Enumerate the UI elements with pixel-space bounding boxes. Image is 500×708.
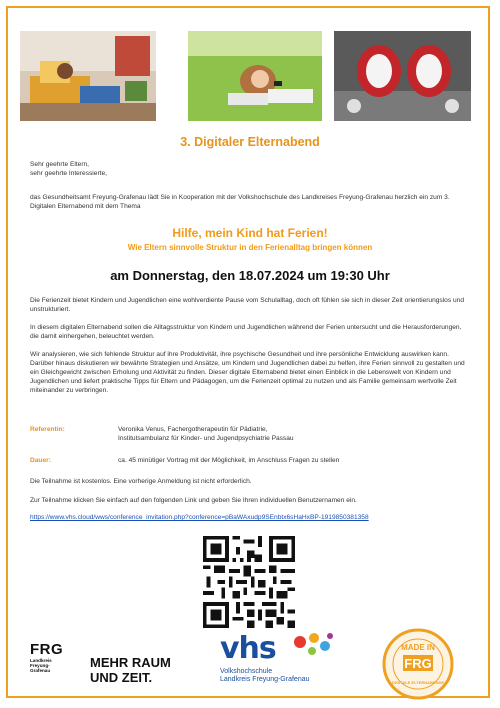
vhs-dots-icon [292,632,336,658]
duration-value: ca. 45 minütiger Vortrag mit der Möglichkeit, im Anschluss Fragen zu stellen [118,457,340,464]
free-note: Die Teilnahme ist kostenlos. Eine vorherige Anmeldung ist nicht erforderlich. [30,478,252,485]
intro-text: das Gesundheitsamt Freyung-Grafenau lädt Sie in Kooperation mit der Volkshochschule des Landkreises Freyung-Grafenau herzlich ein zum 3. Digitalen Elternabend mit dem Thema [30,194,450,210]
paragraph-2: In diesem digitalen Elternabend sollen die Alltagsstruktur von Kindern und Jugendlichen während der Ferien untersucht und die Herausforderungen, die damit einhergehen, beleuchtet werden. [30,324,462,340]
vhs-subtitle-2: Landkreis Freyung-Grafenau [220,676,310,683]
headline: Hilfe, mein Kind hat Ferien! [172,226,328,240]
speaker-institution: Institutsambulanz für Kinder- und Jugendpsychiatrie Passau [118,435,294,442]
join-note: Zur Teilnahme klicken Sie einfach auf den folgenden Link und geben Sie Ihren individuellen Benutzernamen ein. [30,497,357,504]
greeting-line-2: sehr geehrte Interessierte, [30,170,107,177]
qr-code-graphic [203,536,295,628]
vhs-subtitle-1: Volkshochschule [220,668,273,675]
speaker-name: Veronika Venus, Fachergotherapeutin für Pädiatrie, [118,426,268,433]
made-in-frg-badge [382,628,454,700]
greeting-line-1: Sehr geehrte Eltern, [30,161,90,168]
paragraph-3: Wir analysieren, wie sich fehlende Struktur auf ihre Produktivität, ihre psychische Gesundheit und ihre persönliche Entwicklung auswirken kann. Darüber hinaus diskutieren wir bewährte Strategien und Ansätze, um Kindern und Jugendlichen dabei zu helfen, ihre Ferien sinnvoll zu gestalten und ein Gleichgewicht zwischen Erholung und Aktivität zu finden. Dieser digitale Elternabend bietet einen Einblick in die Lebenswelt von Kindern und Jugendlichen und liefert praktische Tipps für Eltern und Pädagogen, um die Ferienzeit optimal zu nutzen und als Familie gemeinsam wertvolle Zeit miteinander zu verbringen. [30,351,465,394]
vhs-logo [220,632,340,694]
page-title: 3. Digitaler Elternabend [180,135,320,149]
vhs-logo-text: vhs [220,631,276,666]
frg-logo-line-3: Grafenau [30,668,51,673]
speaker-value [118,425,468,443]
photo-sneakers-skateboard [334,31,471,121]
speaker-label: Referentin: [30,426,65,433]
slogan [90,655,171,685]
frg-logo [30,642,80,690]
photo-girl-on-lawn [188,31,322,121]
duration-label: Dauer: [30,457,51,464]
badge-top-text: MADE IN [401,643,435,652]
badge-bottom-text: DIGITALE ELTERNABENDE [391,680,445,685]
badge-graphic [382,628,454,700]
frg-logo-text: FRG [30,641,64,658]
qr-code[interactable] [203,536,295,628]
paragraph-1: Die Ferienzeit bietet Kindern und Jugendlichen eine wohlverdiente Pause vom Schulalltag, doch oft fühlen sie sich in dieser Zeit orientierungslos und unstrukturiert. [30,297,464,313]
slogan-line-1: MEHR RAUM [90,655,171,670]
conference-link[interactable]: https://www.vhs.cloud/wws/conference_invitation.php?conference=pBaWAxudp9SEnbtx6sHaHxBP-1919850381358 [30,514,369,521]
slogan-line-2: UND ZEIT. [90,670,153,685]
photo-messy-room [20,31,156,121]
event-date: am Donnerstag, den 18.07.2024 um 19:30 Uhr [110,268,390,283]
frg-logo-line-2: Freyung- [30,663,50,668]
greeting [30,160,472,178]
frg-logo-line-1: Landkreis [30,658,52,663]
subheadline: Wie Eltern sinnvolle Struktur in den Ferienalltag bringen können [127,243,373,252]
badge-mid-text: FRG [404,656,432,671]
